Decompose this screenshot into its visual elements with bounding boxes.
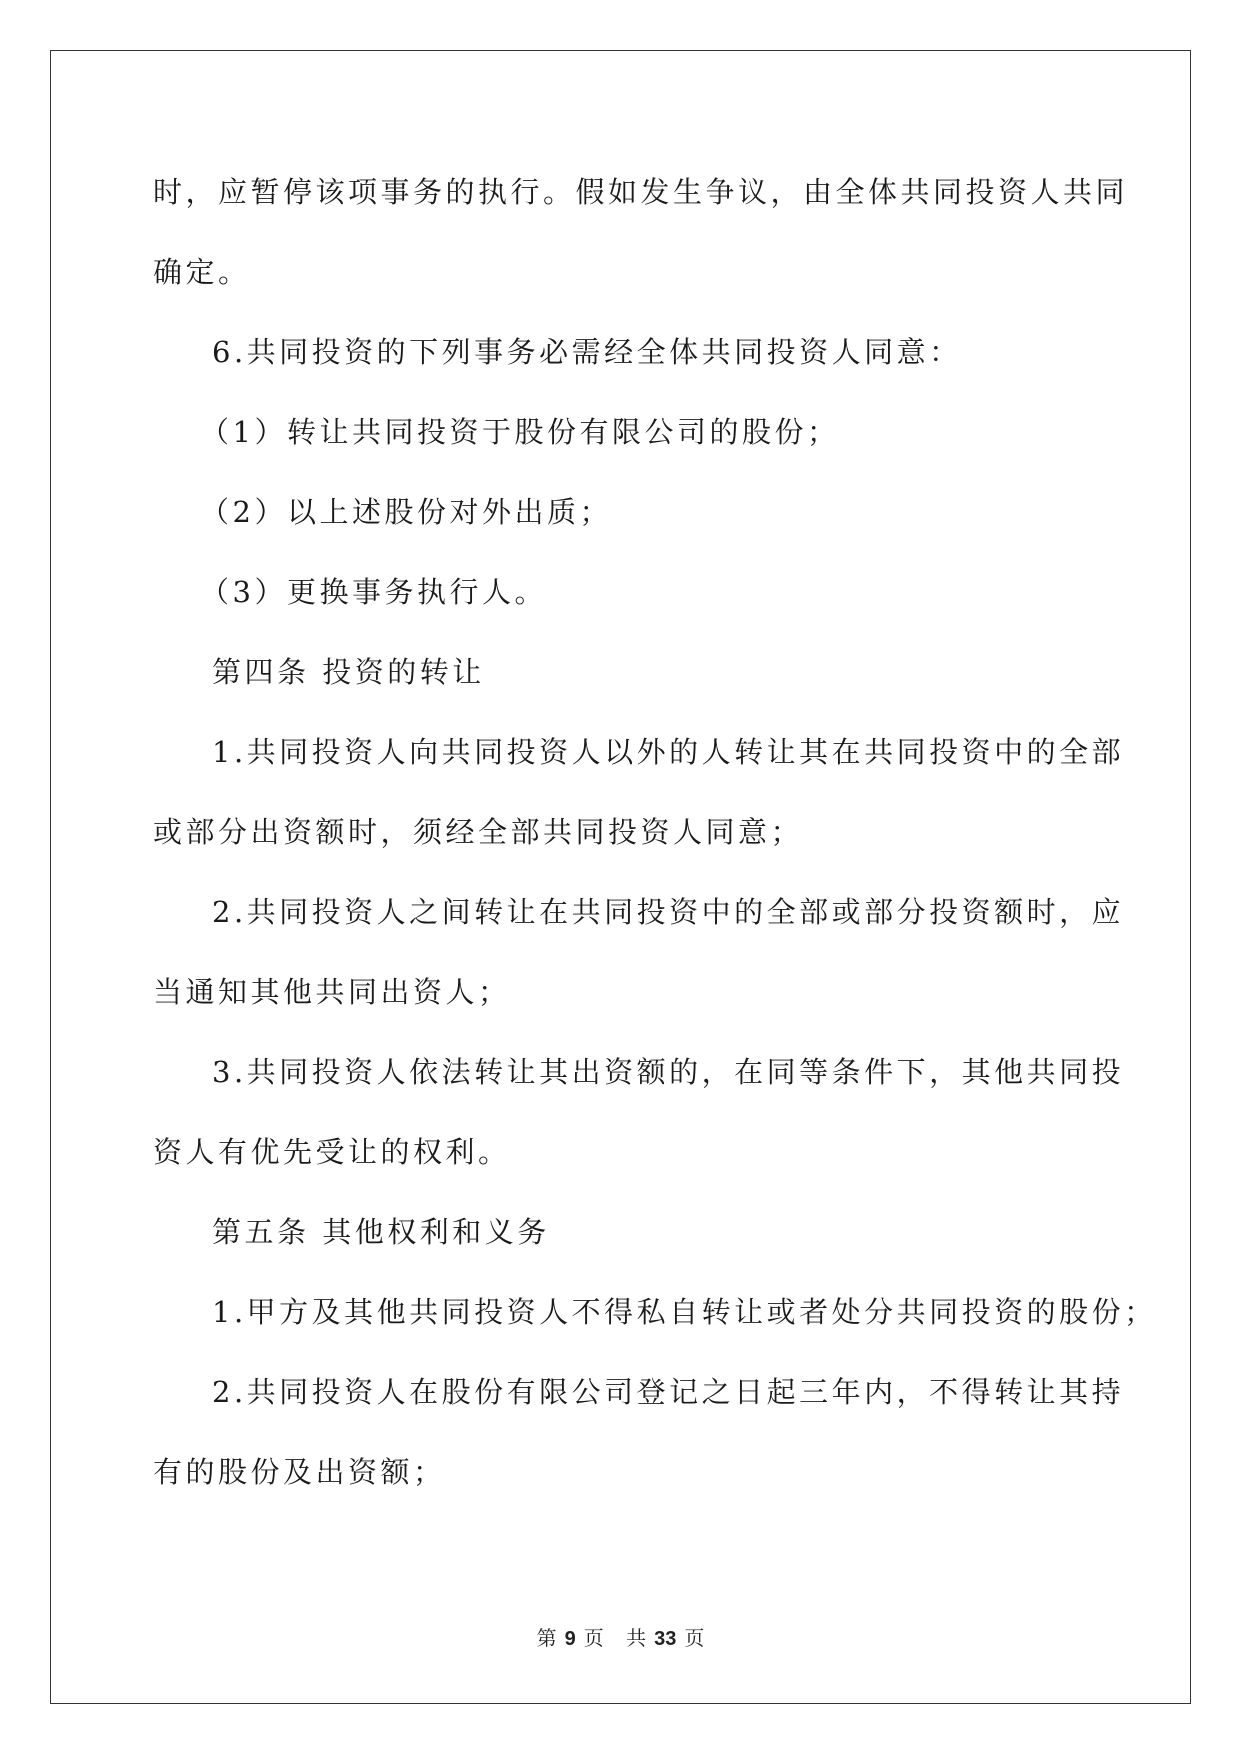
list-item: （2）以上述股份对外出质； xyxy=(200,495,612,529)
total-pages-indicator xyxy=(622,1626,708,1650)
text-line: 确定。 xyxy=(153,255,251,289)
section-heading: 第四条 投资的转让 xyxy=(212,655,485,689)
list-item: （1）转让共同投资于股份有限公司的股份； xyxy=(200,415,840,449)
text-line: 2.共同投资人之间转让在共同投资中的全部或部分投资额时，应 xyxy=(212,895,1125,929)
total-prefix: 共 xyxy=(626,1626,647,1650)
list-item: （3）更换事务执行人。 xyxy=(200,575,547,609)
text-line: 资人有优先受让的权利。 xyxy=(153,1135,511,1169)
text-line: 时，应暂停该项事务的执行。假如发生争议，由全体共同投资人共同 xyxy=(153,175,1129,209)
text-line: 1.共同投资人向共同投资人以外的人转让其在共同投资中的全部 xyxy=(212,735,1125,769)
page-number: 9 xyxy=(564,1628,576,1650)
text-line: 或部分出资额时，须经全部共同投资人同意； xyxy=(153,815,804,849)
total-pages: 33 xyxy=(654,1628,677,1650)
text-line: 6.共同投资的下列事务必需经全体共同投资人同意： xyxy=(212,335,962,369)
text-line: 当通知其他共同出资人； xyxy=(153,975,511,1009)
text-line: 3.共同投资人依法转让其出资额的，在同等条件下，其他共同投 xyxy=(212,1055,1125,1089)
section-heading: 第五条 其他权利和义务 xyxy=(212,1215,550,1249)
page-prefix: 第 xyxy=(536,1626,557,1650)
text-line: 2.共同投资人在股份有限公司登记之日起三年内，不得转让其持 xyxy=(212,1375,1125,1409)
text-line: 有的股份及出资额； xyxy=(153,1455,446,1489)
page-indicator xyxy=(533,1626,608,1650)
page-suffix: 页 xyxy=(583,1626,604,1650)
page-footer xyxy=(0,1622,1241,1651)
total-suffix: 页 xyxy=(684,1626,705,1650)
text-line: 1.甲方及其他共同投资人不得私自转让或者处分共同投资的股份； xyxy=(212,1295,1157,1329)
